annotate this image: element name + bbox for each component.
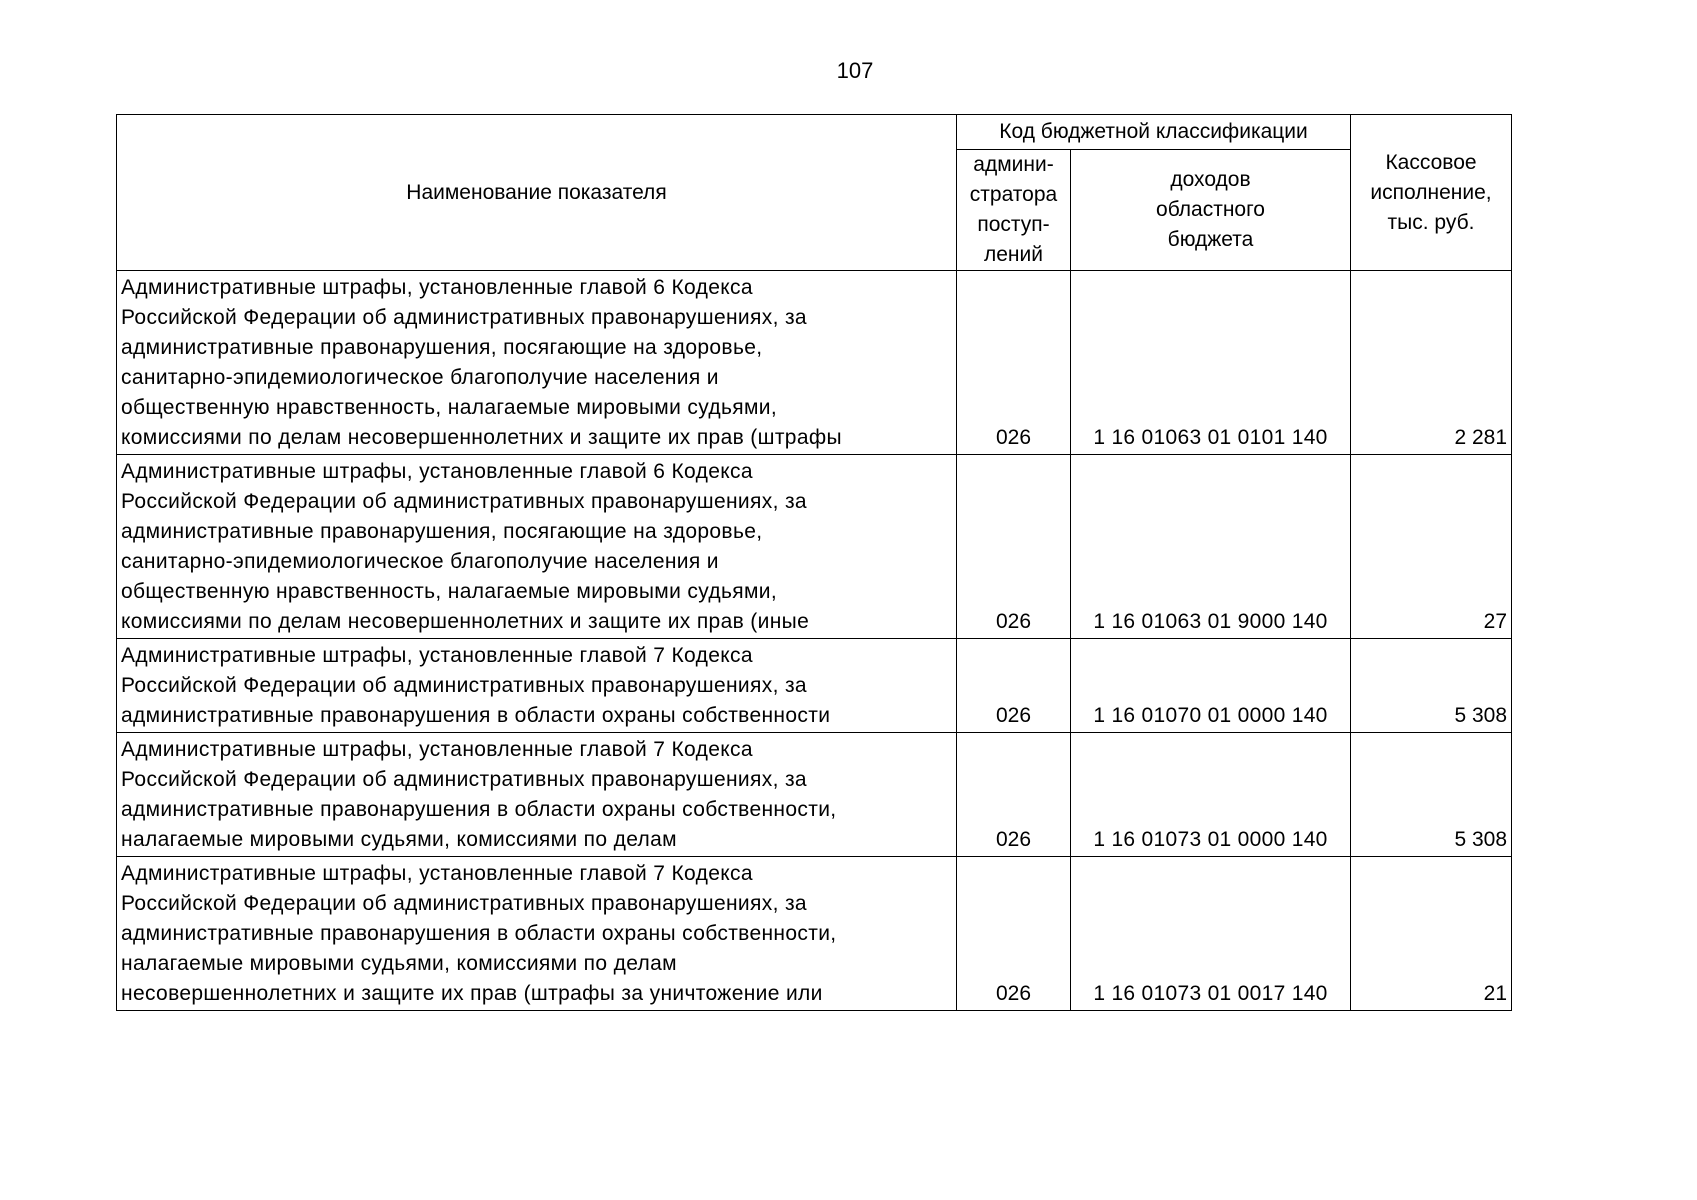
budget-table — [116, 114, 1512, 1011]
row-income-code: 1 16 01073 01 0017 140 — [1071, 857, 1351, 1011]
row-name-line: санитарно-эпидемиологическое благополучие населения и — [121, 550, 719, 573]
table-body — [117, 271, 1512, 1011]
row-name-line: несовершеннолетних и защите их прав (штрафы за уничтожение или — [121, 982, 823, 1005]
row-name — [117, 733, 957, 857]
row-name-line: Административные штрафы, установленные главой 7 Кодекса — [121, 738, 753, 761]
row-admin-code: 026 — [957, 455, 1071, 639]
row-name-line: общественную нравственность, налагаемые мировыми судьями, — [121, 580, 778, 603]
row-name-line: комиссиями по делам несовершеннолетних и защите их прав (штрафы — [121, 426, 842, 449]
row-name — [117, 857, 957, 1011]
row-amount: 5 308 — [1351, 733, 1512, 857]
row-amount: 27 — [1351, 455, 1512, 639]
row-amount: 5 308 — [1351, 639, 1512, 733]
header-admin-line: лений — [984, 243, 1043, 266]
header-amount — [1351, 115, 1512, 271]
header-admin — [957, 150, 1071, 271]
header-income — [1071, 150, 1351, 271]
row-name-line: налагаемые мировыми судьями, комиссиями по делам — [121, 828, 677, 851]
row-name-line: санитарно-эпидемиологическое благополучие населения и — [121, 366, 719, 389]
table-row — [117, 639, 1512, 733]
header-name: Наименование показателя — [117, 115, 957, 271]
row-admin-code: 026 — [957, 271, 1071, 455]
header-admin-line: админи- — [973, 153, 1054, 176]
row-name-line: Российской Федерации об административных правонарушениях, за — [121, 306, 807, 329]
row-name-line: Российской Федерации об административных правонарушениях, за — [121, 768, 807, 791]
page-number: 107 — [836, 58, 874, 83]
row-name-line: общественную нравственность, налагаемые мировыми судьями, — [121, 396, 778, 419]
row-name-line: Российской Федерации об административных правонарушениях, за — [121, 674, 807, 697]
header-income-line: областного — [1156, 198, 1265, 221]
row-income-code: 1 16 01063 01 0101 140 — [1071, 271, 1351, 455]
row-admin-code: 026 — [957, 639, 1071, 733]
row-name-line: административные правонарушения, посягающие на здоровье, — [121, 336, 763, 359]
row-name-line: административные правонарушения в области охраны собственности, — [121, 922, 837, 945]
header-amount-line: Кассовое — [1385, 150, 1477, 174]
table-row — [117, 271, 1512, 455]
header-income-line: бюджета — [1167, 228, 1254, 251]
row-name-line: административные правонарушения в области охраны собственности, — [121, 798, 837, 821]
row-income-code: 1 16 01063 01 9000 140 — [1071, 455, 1351, 639]
row-income-code: 1 16 01073 01 0000 140 — [1071, 733, 1351, 857]
row-name-line: Административные штрафы, установленные главой 6 Кодекса — [121, 276, 753, 299]
row-name — [117, 271, 957, 455]
row-name-line: комиссиями по делам несовершеннолетних и защите их прав (иные — [121, 610, 810, 633]
row-name-line: Административные штрафы, установленные главой 7 Кодекса — [121, 862, 753, 885]
header-admin-line: поступ- — [977, 213, 1050, 236]
table-row — [117, 455, 1512, 639]
row-amount: 21 — [1351, 857, 1512, 1011]
row-name — [117, 455, 957, 639]
row-name-line: административные правонарушения, посягающие на здоровье, — [121, 520, 763, 543]
row-name-line: налагаемые мировыми судьями, комиссиями по делам — [121, 952, 677, 975]
header-code-group: Код бюджетной классификации — [957, 115, 1351, 150]
row-admin-code: 026 — [957, 733, 1071, 857]
header-amount-line: тыс. руб. — [1387, 210, 1475, 234]
row-name-line: Административные штрафы, установленные главой 6 Кодекса — [121, 460, 753, 483]
table-row — [117, 733, 1512, 857]
table-row — [117, 857, 1512, 1011]
row-admin-code: 026 — [957, 857, 1071, 1011]
row-income-code: 1 16 01070 01 0000 140 — [1071, 639, 1351, 733]
header-amount-line: исполнение, — [1370, 180, 1492, 204]
header-admin-line: стратора — [969, 183, 1058, 206]
row-name-line: административные правонарушения в области охраны собственности — [121, 704, 831, 727]
header-row-1 — [117, 115, 1512, 150]
header-income-line: доходов — [1170, 168, 1251, 191]
row-name-line: Российской Федерации об административных правонарушениях, за — [121, 892, 807, 915]
row-name-line: Административные штрафы, установленные главой 7 Кодекса — [121, 644, 753, 667]
row-name-line: Российской Федерации об административных правонарушениях, за — [121, 490, 807, 513]
row-amount: 2 281 — [1351, 271, 1512, 455]
row-name — [117, 639, 957, 733]
